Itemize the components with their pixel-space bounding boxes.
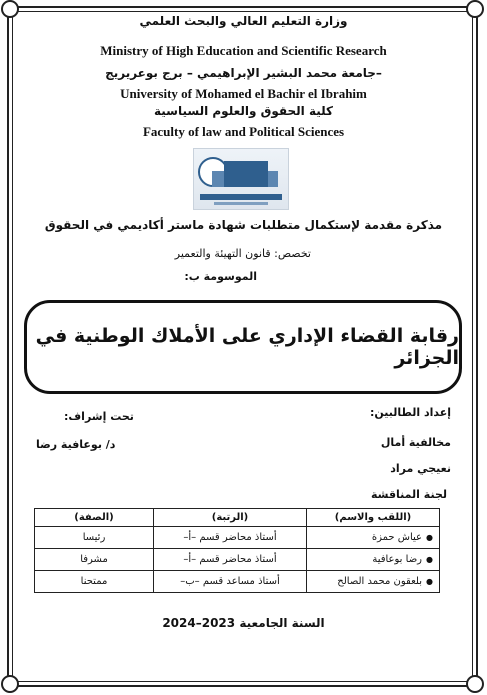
jury-member-rank: أستاذ مساعد قسم –ب– [154, 571, 307, 593]
jury-label: لجنة المناقشة [370, 488, 447, 501]
corner-ornament [466, 675, 484, 693]
supervisor-label: تحت إشراف: [64, 410, 134, 423]
jury-member-name: بلعقون محمد الصالح [337, 576, 423, 587]
jury-member-rank: أستاذ محاضر قسم –أ– [154, 549, 307, 571]
jury-table [34, 508, 440, 593]
column-header: (اللقب والاسم) [307, 509, 440, 527]
student-name: مخالفية أمال [380, 436, 451, 449]
university-arabic: جامعة محمد البشير الإبراهيمي – برج بوعريريج– [105, 66, 382, 80]
faculty-english: Faculty of law and Political Sciences [142, 124, 345, 139]
academic-year-value: 2023–2024 [162, 616, 236, 630]
corner-ornament [1, 675, 19, 693]
academic-year [0, 616, 487, 630]
ministry-arabic: وزارة التعليم العالي والبحث العلمي [139, 14, 348, 28]
specialty-label: تخصص: قانون التهيئة والتعمير [174, 247, 311, 260]
thesis-title-box [24, 300, 462, 394]
bullet-icon: ● [426, 577, 433, 586]
column-header: (الرتبة) [154, 509, 307, 527]
university-english: University of Mohamed el Bachir el Ibrahim [120, 86, 367, 101]
jury-member-name: عياش حمزة [371, 532, 423, 543]
university-logo [193, 148, 289, 210]
column-header: (الصفة) [35, 509, 154, 527]
student-name: نعيجي مراد [390, 462, 451, 475]
ministry-english: Ministry of High Education and Scientific Research [100, 43, 387, 58]
jury-member-role: مشرفا [35, 549, 154, 571]
faculty-arabic: كلية الحقوق والعلوم السياسية [153, 104, 334, 118]
titled-label: الموسومة ب: [184, 270, 257, 283]
supervisor-name: د/ بوعافية رضا [36, 438, 116, 451]
bullet-icon: ● [426, 533, 433, 542]
jury-member-rank: أستاذ محاضر قسم –أ– [154, 527, 307, 549]
table-row [35, 527, 440, 549]
bullet-icon: ● [426, 555, 433, 564]
memo-description: مذكرة مقدمة لإستكمال متطلبات شهادة ماستر أكاديمي في الحقوق [44, 218, 443, 232]
jury-header-row [35, 509, 440, 527]
jury-member-role: ممتحنا [35, 571, 154, 593]
jury-member-role: رئيسا [35, 527, 154, 549]
students-label: إعداد الطالبين: [369, 406, 451, 419]
thesis-title: رقابة القضاء الإداري على الأملاك الوطنية في الجزائر [35, 325, 459, 369]
jury-member-name: رضا بوعافية [372, 554, 423, 565]
academic-year-label: السنة الجامعية [239, 616, 325, 630]
table-row [35, 571, 440, 593]
table-row [35, 549, 440, 571]
